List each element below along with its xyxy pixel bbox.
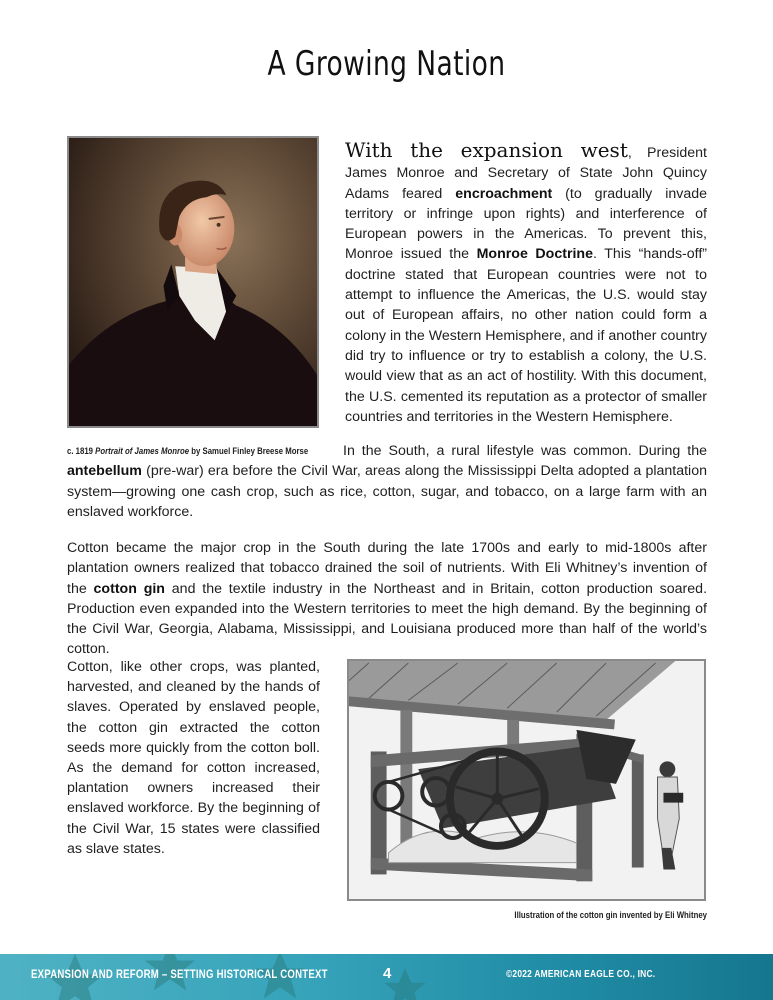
page-footer [0, 954, 773, 1000]
page-title: A Growing Nation [267, 44, 506, 84]
caption-artist: by Samuel Finley Breese Morse [189, 446, 309, 457]
text: (to gradually invade territory or infringe upon rights) and interference of European powers in the Americas. To prevent this, Monroe issued the [345, 185, 707, 263]
caption-title: Portrait of James Monroe [95, 446, 190, 457]
text: Cotton became the major crop in the South during the late 1700s and early to mid-1800s after plantation owners realized that tobacco drained the soil of nutrients. With Eli Whitney’s invention of the [67, 540, 707, 597]
page-number: 4 [383, 965, 392, 982]
term-antebellum: antebellum [67, 463, 142, 480]
paragraph-antebellum [67, 441, 707, 522]
paragraph-monroe-doctrine [345, 140, 707, 427]
text: (pre-war) era before the Civil War, areas along the Mississippi Delta adopted a plantation system—growing one cash crop, such as rice, cotton, sugar, and tobacco, on a large farm with an enslaved workforce. [67, 463, 707, 520]
footer-series-title: EXPANSION AND REFORM – SETTING HISTORICAL CONTEXT [31, 967, 328, 981]
portrait-painting [69, 138, 317, 426]
term-encroachment: encroachment [455, 185, 553, 202]
paragraph-cotton [67, 538, 707, 660]
lead-in-heading: With the expansion west [345, 138, 628, 162]
text: In the South, a rural lifestyle was common. During the [343, 443, 707, 459]
footer-copyright: ©2022 AMERICAN EAGLE CO., INC. [506, 968, 656, 980]
term-cotton-gin: cotton gin [93, 580, 165, 597]
paragraph-enslaved-labor [67, 657, 320, 859]
caption-date: c. 1819 [67, 446, 96, 457]
cotton-gin-engraving [349, 661, 704, 899]
text: and the textile industry in the Northeast and in Britain, cotton production soared. Production even expanded into the Western territories to meet the high demand. By the beginning of the Civil War, Georgia, Alabama, Mississippi, and Louisiana produced more than half of the world’s cotton. [67, 580, 708, 658]
text: . This “hands-off” doctrine stated that European countries were not to attempt to influence the Americas, the U.S. would stay out of European affairs, no other nation could form a colony in the Western Hemisphere, and if another country did try to influence or try to establish a colony, the U.S. would view that as an act of hostility. With this document, the U.S. cemented its reputation as a protector of smaller countries and territories in the Western Hemisphere. [345, 246, 707, 425]
term-monroe-doctrine: Monroe Doctrine [476, 246, 593, 263]
cotton-gin-image [347, 659, 706, 901]
portrait-image [67, 136, 319, 428]
cotton-gin-caption: Illustration of the cotton gin invented by Eli Whitney [514, 910, 707, 921]
text: Cotton, like other crops, was planted, harvested, and cleaned by the hands of slaves. Operated by enslaved people, the cotton gin extracted the cotton seeds more quickly from the cotton boll. As the demand for cotton increased, plantation owners increased their enslaved workforce. By the beginning of the Civil War, 15 states were classified as slave states. [67, 659, 320, 857]
text: , President James Monroe and Secretary of State John Quincy Adams feared [345, 145, 707, 202]
